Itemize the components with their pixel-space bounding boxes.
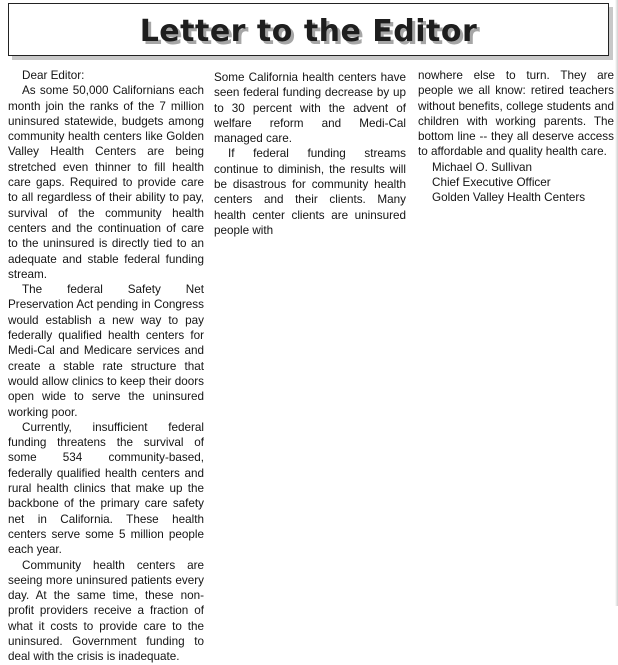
- column-1: [8, 68, 204, 665]
- paragraph: Some California health centers have seen federal funding decrease by up to 30 percent with the advent of welfare reform and Medi-Cal managed care.: [214, 71, 406, 146]
- column-2: [214, 70, 406, 238]
- column-3: [418, 68, 614, 206]
- salutation: Dear Editor:: [22, 69, 85, 82]
- paragraph: Currently, insufficient federal funding threatens the survival of some 534 community-based, federally qualified health centers and rural health clinics that make up the backbone of the primary care safety net in California. These health centers serve some 5 million people each year.: [8, 420, 204, 557]
- signature-name: Michael O. Sullivan: [432, 160, 533, 174]
- paragraph: nowhere else to turn. They are people we all know: retired teachers without benefits, college students and children with working parents. The bottom line -- they all deserve access to affordable and quality health care.: [418, 69, 614, 159]
- signature-org: Golden Valley Health Centers: [432, 191, 586, 205]
- paragraph: The federal Safety Net Preservation Act pending in Congress would establish a new way to pay federally qualified health centers for Medi-Cal and Medicare services and create a stable rate structure that would allow clinics to keep their doors open wide to serve the uninsured working poor.: [8, 283, 204, 419]
- paragraph: If federal funding streams continue to diminish, the results will be disastrous for community health centers and their clients. Many health center clients are uninsured people with: [214, 147, 406, 237]
- page-title: Letter to the Editor: [139, 14, 478, 49]
- header-box: [8, 3, 609, 56]
- paragraph: As some 50,000 Californians each month join the ranks of the 7 million uninsured statewide, budgets among community health centers like Golden Valley Health Centers are being stretched even thinner to fill health care gaps. Required to provide care to all regardless of their ability to pay, survival of the community health centers and the continuation of care to the uninsured is directly tied to an adequate and stable federal funding stream.: [8, 84, 204, 281]
- paragraph: Community health centers are seeing more uninsured patients every day. At the same time, these non-profit providers receive a fraction of what it costs to provide care to the uninsured. Government funding to deal with the crisis is inadequate.: [8, 558, 204, 664]
- signature-title: Chief Executive Officer: [432, 176, 551, 190]
